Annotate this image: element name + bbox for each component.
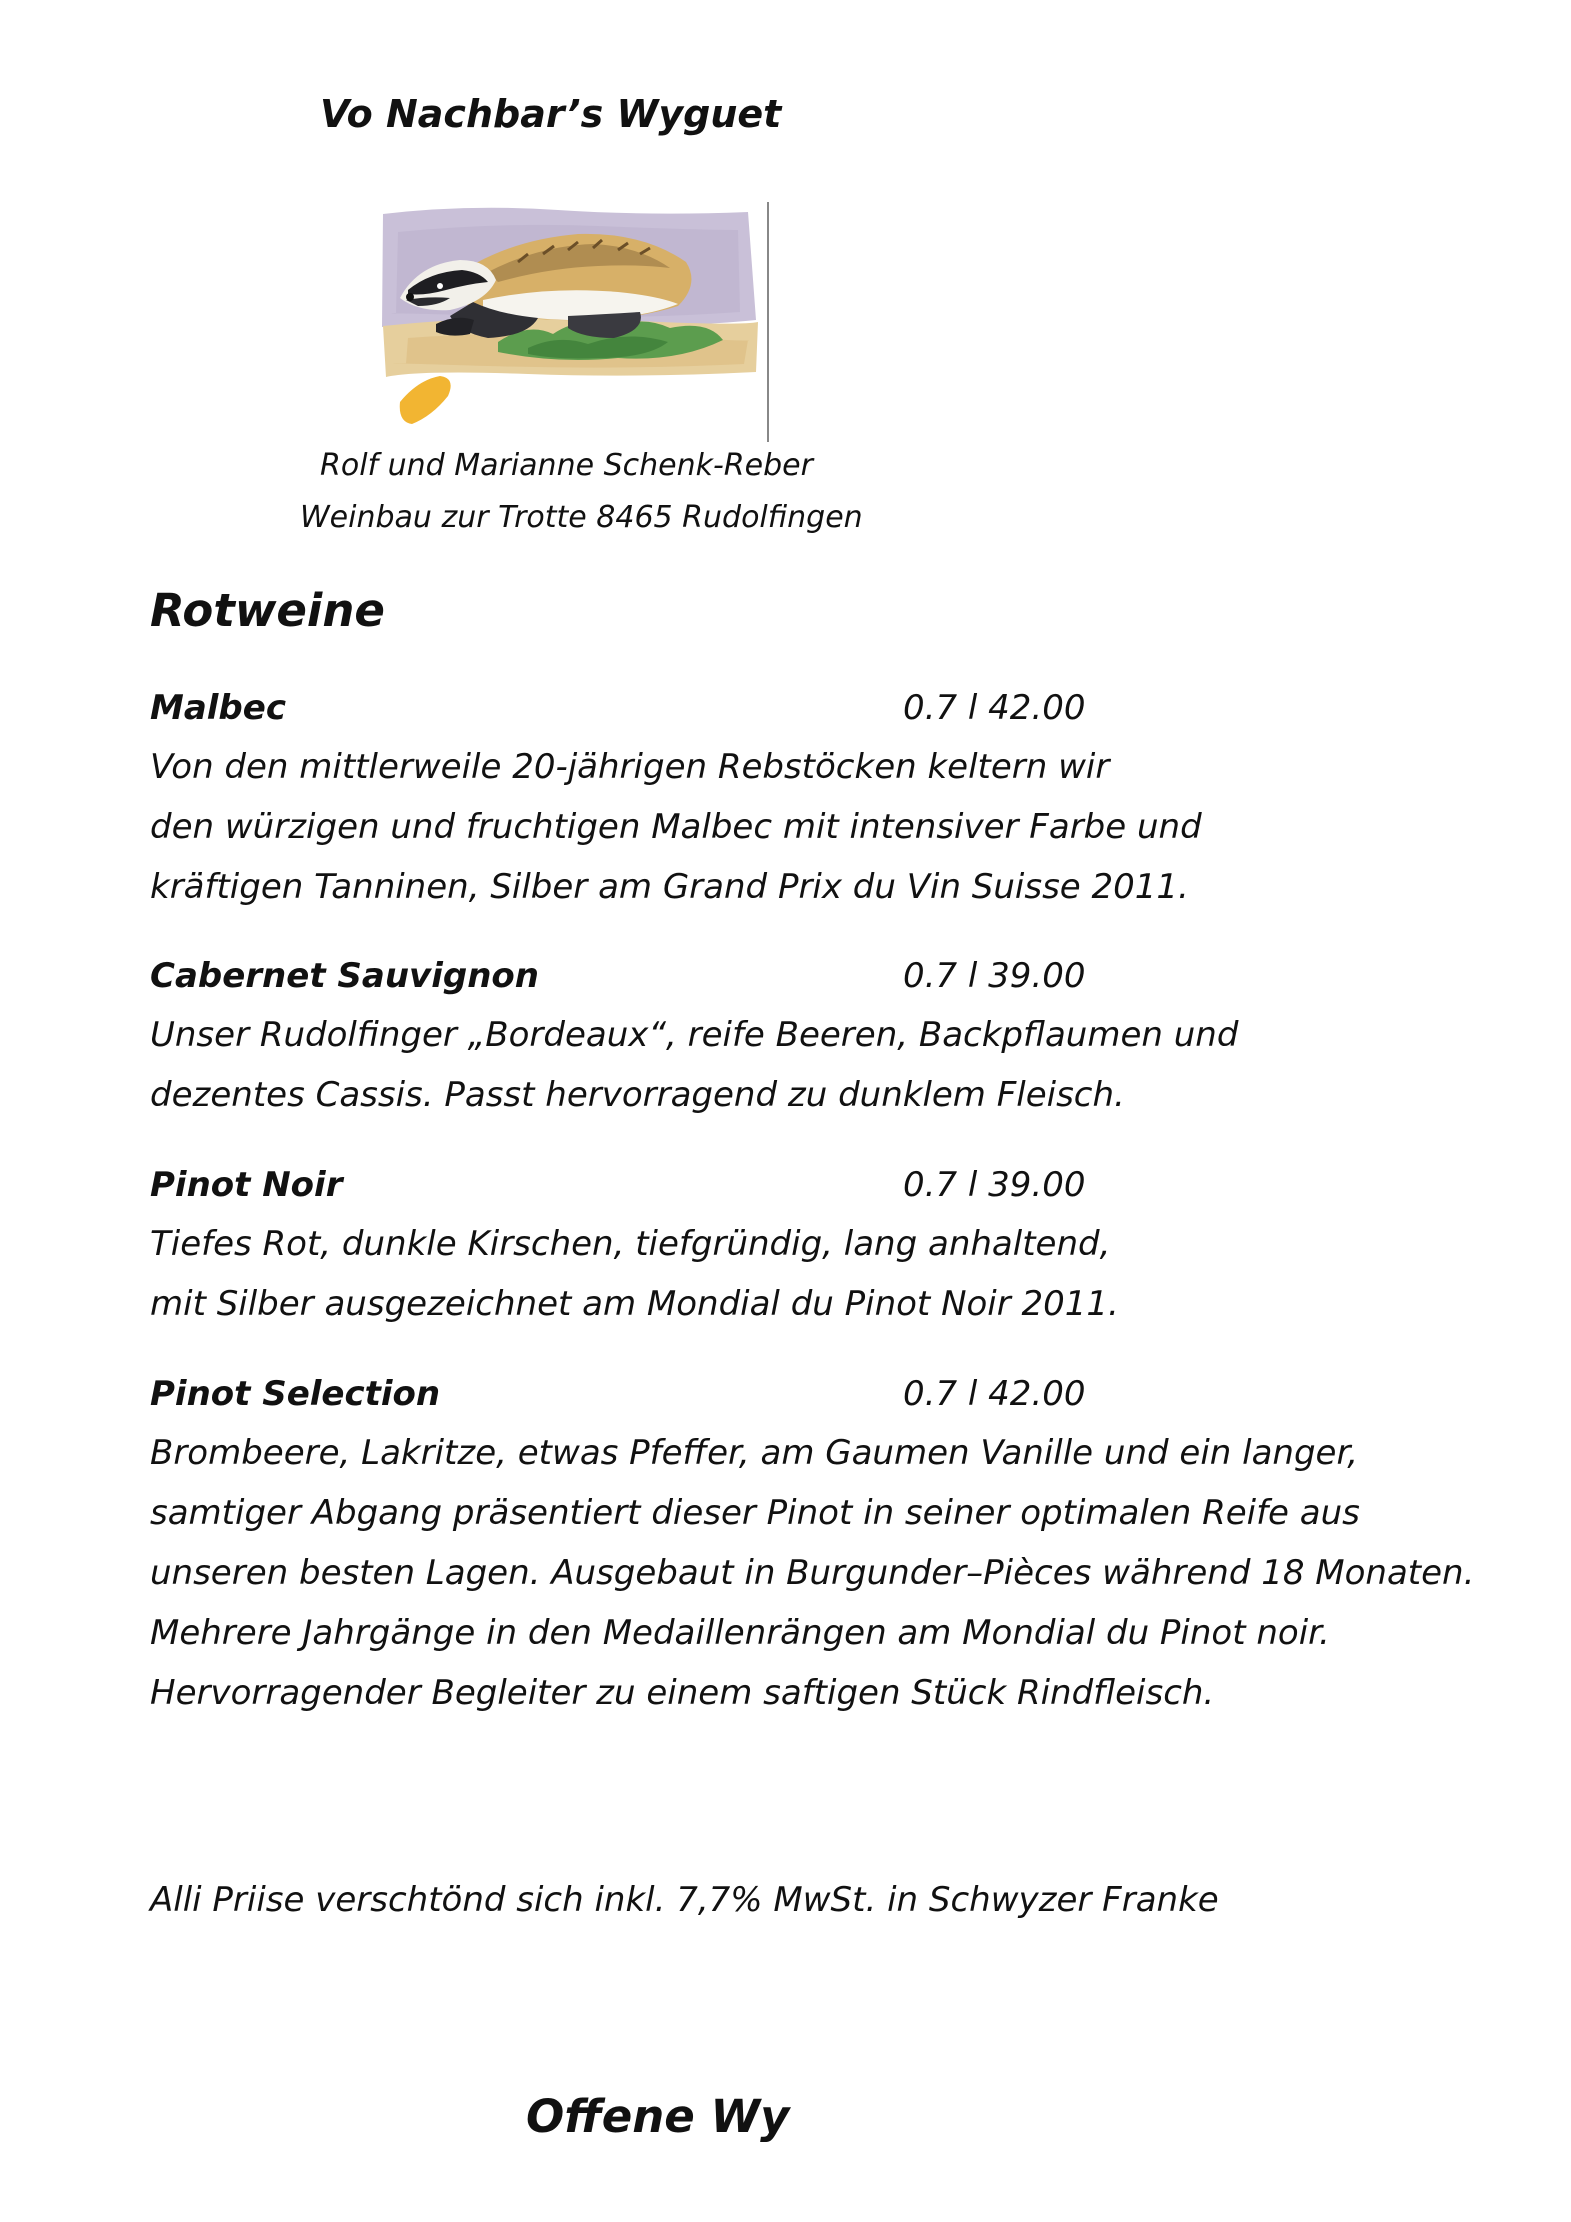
description-line: Mehrere Jahrgänge in den Medaillenrängen am Mondial du Pinot noir.	[150, 1613, 1330, 1653]
wine-description-malbec	[150, 737, 1202, 917]
description-line: dezentes Cassis. Passt hervorragend zu dunklem Fleisch.	[150, 1075, 1125, 1115]
winery-address: Weinbau zur Trotte 8465 Rudolfingen	[300, 500, 863, 535]
wine-name-cabernet-sauvignon: Cabernet Sauvignon	[150, 956, 539, 996]
description-line: mit Silber ausgezeichnet am Mondial du Pinot Noir 2011.	[150, 1284, 1119, 1324]
badger-illustration-icon	[378, 202, 770, 442]
wine-description-pinot-selection	[150, 1423, 1474, 1723]
description-line: samtiger Abgang präsentiert dieser Pinot in seiner optimalen Reife aus	[150, 1493, 1360, 1533]
description-line: den würzigen und fruchtigen Malbec mit intensiver Farbe und	[150, 807, 1202, 847]
price-note: Alli Priise verschtönd sich inkl. 7,7% MwSt. in Schwyzer Franke	[150, 1880, 1219, 1920]
wine-name-pinot-noir: Pinot Noir	[150, 1165, 343, 1205]
description-line: kräftigen Tanninen, Silber am Grand Prix du Vin Suisse 2011.	[150, 867, 1189, 907]
next-section-title: Offene Wy	[526, 2090, 790, 2143]
wine-name-pinot-selection: Pinot Selection	[150, 1374, 441, 1414]
section-title: Rotweine	[150, 584, 385, 637]
description-line: Tiefes Rot, dunkle Kirschen, tiefgründig, lang anhaltend,	[150, 1224, 1111, 1264]
description-line: unseren besten Lagen. Ausgebaut in Burgunder–Pièces während 18 Monaten.	[150, 1553, 1475, 1593]
page-title: Vo Nachbar’s Wyguet	[320, 92, 782, 136]
wine-description-cabernet-sauvignon	[150, 1005, 1238, 1125]
wine-description-pinot-noir	[150, 1214, 1119, 1334]
description-line: Hervorragender Begleiter zu einem saftigen Stück Rindfleisch.	[150, 1673, 1215, 1713]
wine-price-pinot-selection: 0.7 l 42.00	[903, 1374, 1086, 1414]
wine-price-malbec: 0.7 l 42.00	[903, 688, 1086, 728]
description-line: Brombeere, Lakritze, etwas Pfeffer, am Gaumen Vanille und ein langer,	[150, 1433, 1359, 1473]
owner-names: Rolf und Marianne Schenk-Reber	[320, 448, 813, 483]
wine-price-pinot-noir: 0.7 l 39.00	[903, 1165, 1086, 1205]
wine-price-cabernet-sauvignon: 0.7 l 39.00	[903, 956, 1086, 996]
description-line: Von den mittlerweile 20-jährigen Rebstöcken keltern wir	[150, 747, 1110, 787]
wine-name-malbec: Malbec	[150, 688, 286, 728]
description-line: Unser Rudolfinger „Bordeaux“, reife Beeren, Backpflaumen und	[150, 1015, 1239, 1055]
